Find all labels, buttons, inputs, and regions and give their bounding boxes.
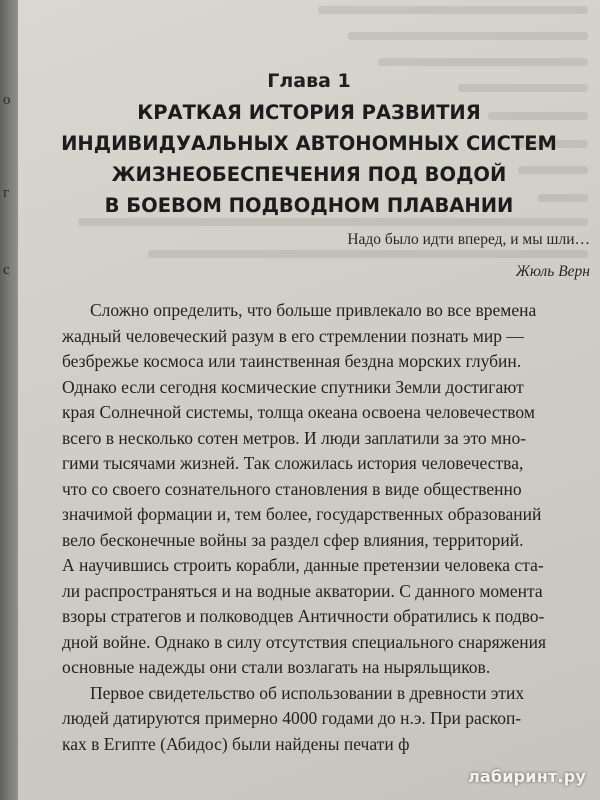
facing-page-mark: о: [3, 92, 11, 108]
watermark-text: лабиринт.ру: [467, 767, 586, 786]
title-line: КРАТКАЯ ИСТОРИЯ РАЗВИТИЯ: [137, 101, 481, 124]
body-line: дной войне. Однако в силу отсутствия специального снаряжения: [62, 631, 547, 652]
body-line: Первое свидетельство об использовании в древности этих: [90, 682, 525, 703]
title-line: В БОЕВОМ ПОДВОДНОМ ПЛАВАНИИ: [104, 194, 514, 217]
epigraph-author: Жюль Верн: [515, 263, 590, 280]
body-line: людей датируются примерно 4000 годами до н.э. При раскоп-: [62, 708, 522, 728]
book-page: [18, 0, 600, 800]
body-line: всего в несколько сотен метров. И люди заплатили за это мно-: [62, 427, 527, 448]
body-line: что со своего сознательного становления в виде общественно: [62, 478, 522, 499]
body-line: значимой формации и, тем более, государственных образований: [62, 504, 542, 524]
body-line: ках в Египте (Абидос) были найдены печати ф: [62, 733, 410, 754]
facing-page-mark: с: [3, 262, 10, 278]
body-line: безбрежье космоса или таинственная бездна морских глубин.: [62, 351, 522, 371]
body-line: Сложно определить, что больше привлекало во все времена: [90, 300, 537, 320]
body-line: Однако если сегодня космические спутники Земли достигают: [62, 376, 524, 397]
chapter-title: [38, 97, 580, 221]
body-text: [62, 298, 600, 757]
body-line: гими тысячами жизней. Так сложилась история человечества,: [62, 453, 524, 473]
chapter-label: Глава 1: [267, 70, 351, 92]
body-line: А научившись строить корабли, данные претензии человека ста-: [62, 555, 544, 575]
body-line: ли распространяться и на водные акватории. С данного момента: [62, 580, 543, 601]
body-line: взоры стратегов и полководцев Античности обратились к подво-: [62, 606, 545, 626]
title-line: ИНДИВИДУАЛЬНЫХ АВТОНОМНЫХ СИСТЕМ: [61, 132, 557, 155]
epigraph-quote: Надо было идти вперед, и мы шли…: [347, 231, 590, 248]
body-line: жадный человеческий разум в его стремлении познать мир —: [62, 325, 524, 346]
body-line: основные надежды они стали возлагать на ныряльщиков.: [62, 657, 491, 677]
facing-page-edge: [0, 0, 16, 800]
body-line: вело бесконечные войны за раздел сфер влияния, территорий.: [62, 529, 524, 550]
facing-page-mark: г: [3, 185, 10, 201]
body-line: края Солнечной системы, толща океана освоена человечеством: [62, 402, 535, 422]
title-line: ЖИЗНЕОБЕСПЕЧЕНИЯ ПОД ВОДОЙ: [111, 163, 507, 186]
